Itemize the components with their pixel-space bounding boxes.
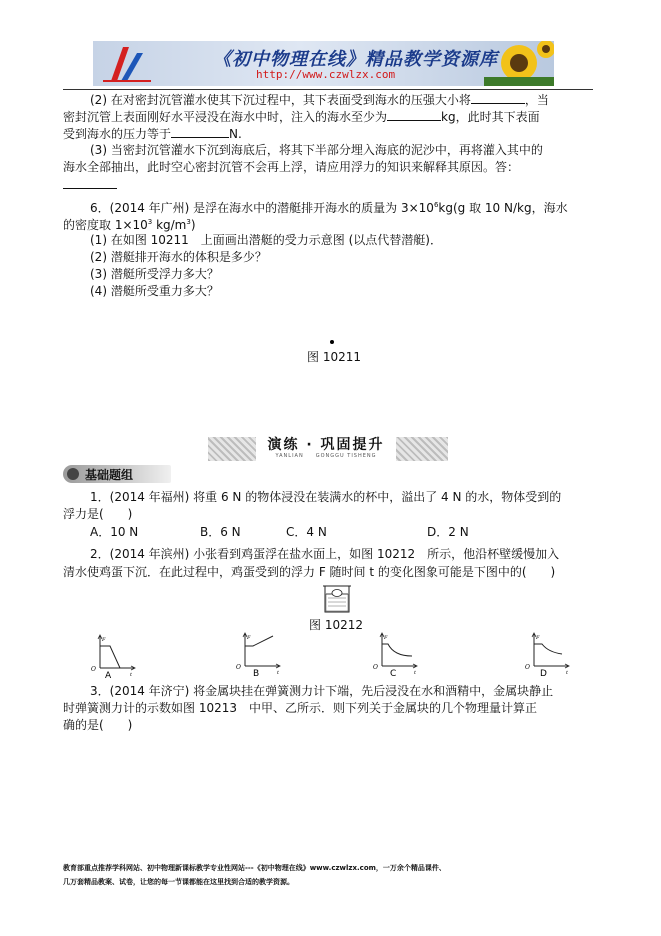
q5-line4: (3) 当密封沉管灌水下沉到海底后，将其下半部分埋入海底的泥沙中，再将灌入其中的 bbox=[90, 143, 543, 157]
sunflower-icon bbox=[484, 41, 554, 86]
answer-blank[interactable] bbox=[63, 176, 117, 189]
b1-option-b[interactable]: B．6 N bbox=[200, 525, 241, 539]
graph-b-label: B bbox=[253, 669, 260, 679]
header-rule bbox=[63, 89, 593, 90]
graph-c-label: C bbox=[390, 669, 397, 679]
answer-blank[interactable] bbox=[171, 125, 229, 138]
section-title: 演练 · 巩固提升 bbox=[267, 437, 385, 453]
answer-blank[interactable] bbox=[471, 91, 525, 104]
b3-line2: 时弹簧测力计的示数如图 10213 中甲、乙所示．则下列关于金属块的几个物理量计算正 bbox=[63, 701, 537, 715]
graph-a-origin: O bbox=[91, 666, 96, 673]
graph-c-y-label: F bbox=[384, 635, 388, 641]
graph-b-origin: O bbox=[236, 664, 241, 671]
section-pinyin: YANLIAN GONGGU TISHENG bbox=[275, 453, 377, 459]
graph-a-label: A bbox=[105, 671, 112, 681]
q5-answer-line bbox=[63, 176, 117, 194]
graph-a[interactable] bbox=[88, 632, 136, 681]
figure-10212-caption: 图 10212 bbox=[309, 618, 363, 632]
b1-option-d[interactable]: D．2 N bbox=[427, 525, 469, 539]
q6-sub4: (4) 潜艇所受重力多大？ bbox=[90, 284, 219, 298]
b2-line2: 清水使鸡蛋下沉．在此过程中，鸡蛋受到的浮力 F 随时间 t 的变化图象可能是下图中的( ) bbox=[63, 565, 556, 579]
b1-option-c[interactable]: C．4 N bbox=[286, 525, 327, 539]
b1-line2: 浮力是( ) bbox=[63, 507, 133, 521]
graph-c[interactable] bbox=[370, 630, 420, 678]
b2-line1: 2．(2014 年滨州) 小张看到鸡蛋浮在盐水面上，如图 10212 所示，他沿杯壁缓慢加入 bbox=[90, 547, 560, 561]
q6-line2: 的密度取 $1\times 10^3$ $kg/m^3$) bbox=[63, 218, 196, 232]
section-header bbox=[208, 437, 448, 461]
answer-blank[interactable] bbox=[387, 108, 441, 121]
graph-d-origin: O bbox=[525, 664, 530, 671]
graph-a-y-label: F bbox=[102, 637, 106, 643]
b1-option-a[interactable]: A．10 N bbox=[90, 525, 139, 539]
graph-b-y-label: F bbox=[247, 635, 251, 641]
q5-line1: (2) 在对密封沉管灌水使其下沉过程中，其下表面受到海水的压强大小将 ，当 bbox=[90, 93, 549, 107]
beaker-egg-figure bbox=[322, 584, 352, 614]
graph-c-x-label: t bbox=[414, 670, 417, 676]
badge-bullet-icon bbox=[67, 468, 79, 480]
b3-line3: 确的是( ) bbox=[63, 718, 133, 732]
header-url[interactable]: http://www.czwlzx.com bbox=[256, 68, 396, 81]
graph-b-x-label: t bbox=[277, 670, 280, 676]
submarine-point bbox=[330, 340, 334, 344]
q5-line2: 密封沉管上表面刚好水平浸没在海水中时，注入的海水至少为 kg，此时其下表面 bbox=[63, 110, 540, 124]
q6-line1: 6．(2014 年广州) 是浮在海水中的潜艇排开海水的质量为 $3\times 10^6kg(g$ 取 10 N/kg，海水 bbox=[90, 201, 568, 215]
q5-line3: 受到海水的压力等于 N. bbox=[63, 127, 242, 141]
b1-line1: 1．(2014 年福州) 将重 6 N 的物体浸没在装满水的杯中，溢出了 4 N 的水，物体受到的 bbox=[90, 490, 562, 504]
figure-10211-caption: 图 10211 bbox=[307, 350, 361, 364]
footer-line2: 几万套精品教案、试卷，让您的每一节课都能在这里找到合适的教学资源。 bbox=[63, 878, 294, 886]
q6-sub2: (2) 潜艇排开海水的体积是多少？ bbox=[90, 250, 267, 264]
header-banner bbox=[93, 41, 554, 86]
graph-c-origin: O bbox=[373, 664, 378, 671]
graph-d-x-label: t bbox=[566, 670, 569, 676]
q6-sub1: (1) 在如图 10211 上面画出潜艇的受力示意图 (以点代替潜艇)． bbox=[90, 233, 442, 247]
q6-sub3: (3) 潜艇所受浮力多大？ bbox=[90, 267, 219, 281]
graph-a-x-label: t bbox=[130, 672, 133, 678]
footer-line1: 教育部重点推荐学科网站、初中物理新课标教学专业性网站---《初中物理在线》www.czwlzx.com，一万余个精品课件、 bbox=[63, 864, 446, 872]
basic-questions-badge: 基础题组 bbox=[63, 465, 171, 483]
graph-d[interactable] bbox=[522, 630, 572, 678]
b3-line1: 3．(2014 年济宁) 将金属块挂在弹簧测力计下端，先后浸没在水和酒精中，金属块静止 bbox=[90, 684, 554, 698]
q5-line5: 海水全部抽出，此时空心密封沉管不会再上浮，请应用浮力的知识来解释其原因。答： bbox=[63, 160, 520, 174]
site-logo-icon bbox=[93, 41, 161, 86]
graph-d-label: D bbox=[540, 669, 547, 679]
graph-d-y-label: F bbox=[536, 635, 540, 641]
header-title: 《初中物理在线》精品教学资源库 bbox=[213, 49, 498, 70]
graph-b[interactable] bbox=[233, 630, 283, 678]
